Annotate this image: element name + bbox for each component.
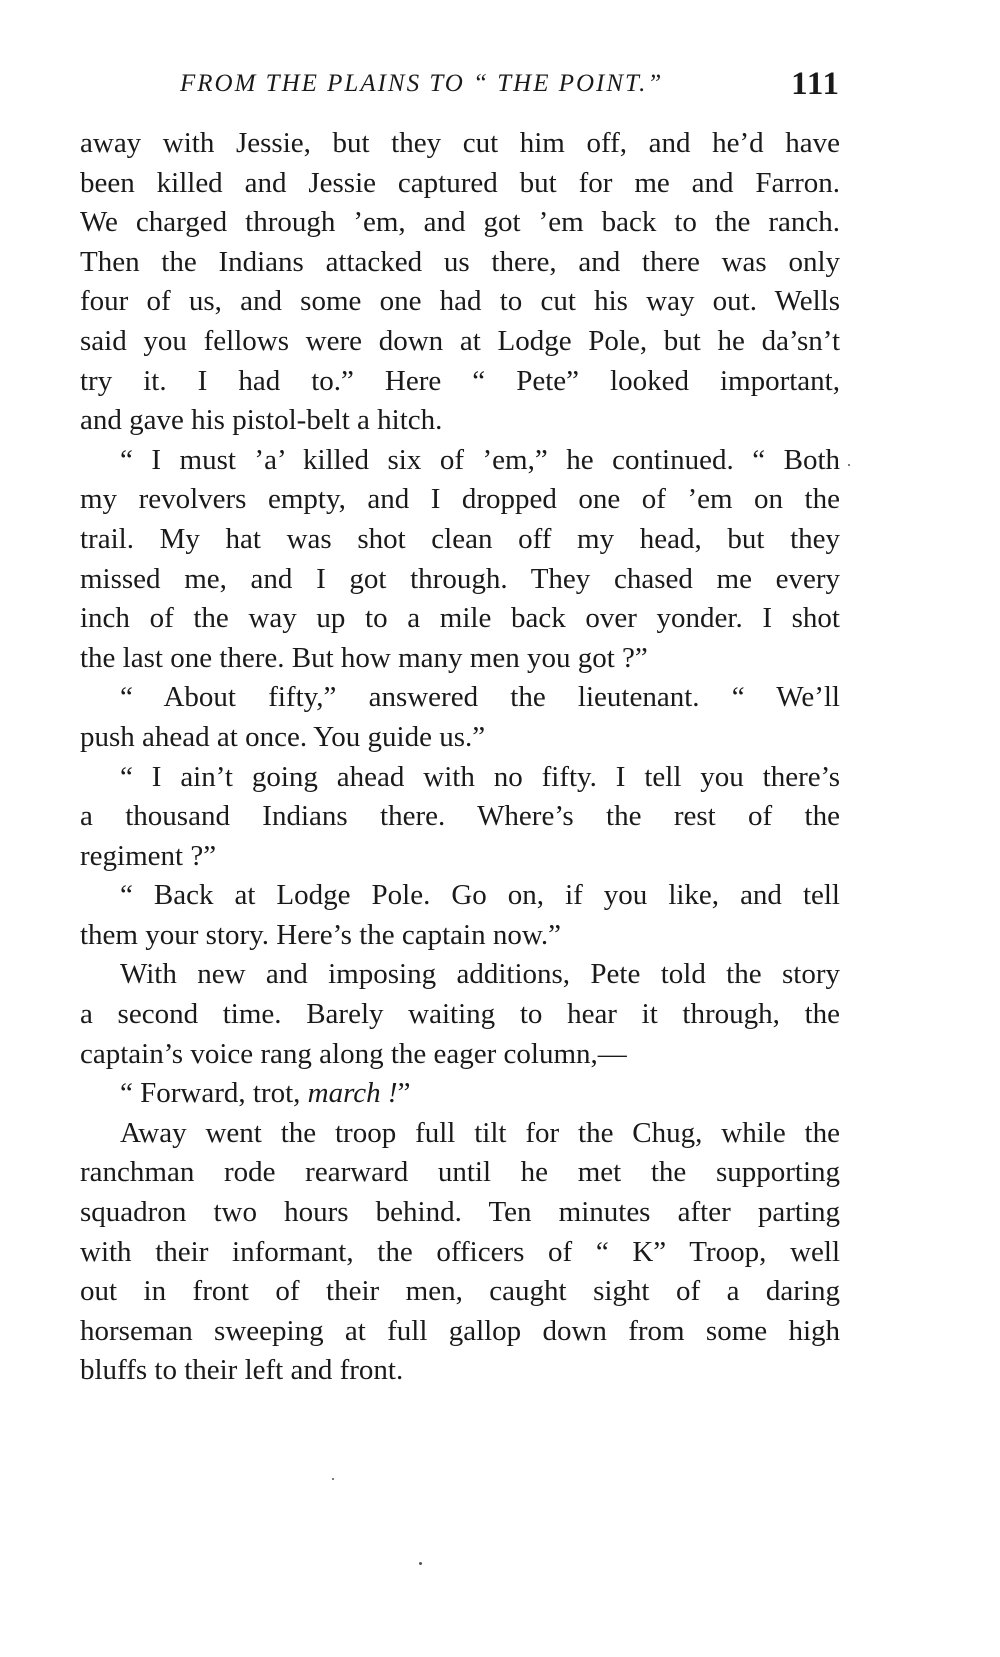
text-line: regiment ?” — [80, 839, 217, 872]
text-line: “ I ain’t going ahead with no fifty. I tell you there’s — [120, 760, 840, 793]
text-line: and gave his pistol-belt a hitch. — [80, 404, 443, 437]
text-line: Away went the troop full tilt for the Chug, while the — [120, 1116, 840, 1149]
text-line: try it. I had to.” Here “ Pete” looked important, — [80, 364, 840, 397]
text-line: out in front of their men, caught sight of a daring — [80, 1275, 840, 1308]
text-line: a thousand Indians there. Where’s the rest of the — [80, 800, 840, 833]
body-text — [80, 124, 840, 1391]
text-line: trail. My hat was shot clean off my head, but they — [80, 522, 840, 555]
text-line: We charged through ’em, and got ’em back to the ranch. — [80, 206, 840, 239]
text-line: bluffs to their left and front. — [80, 1354, 404, 1387]
running-title: FROM THE PLAINS TO “ THE POINT.” — [180, 70, 664, 97]
page-number: 111 — [791, 66, 840, 102]
text-line: Then the Indians attacked us there, and there was only — [80, 245, 840, 278]
running-head — [80, 66, 840, 110]
paper-speck — [848, 464, 850, 466]
text-line: With new and imposing additions, Pete told the story — [120, 958, 840, 991]
text-line: squadron two hours behind. Ten minutes after parting — [80, 1196, 840, 1229]
text-line: the last one there. But how many men you got ?” — [80, 641, 648, 674]
text-line: “ About fifty,” answered the lieutenant. “ We’ll — [120, 681, 840, 714]
text-line: captain’s voice rang along the eager column,— — [80, 1037, 627, 1070]
text-line: them your story. Here’s the captain now.” — [80, 918, 562, 951]
paper-speck — [419, 1562, 422, 1565]
text-line: with their informant, the officers of “ K” Troop, well — [80, 1235, 840, 1268]
text-line: missed me, and I got through. They chased me every — [80, 562, 840, 595]
paper-speck — [332, 1478, 334, 1480]
text-segment: ” — [397, 1077, 411, 1110]
text-segment: “ Forward, trot, — [120, 1077, 308, 1110]
text-line: inch of the way up to a mile back over yonder. I shot — [80, 602, 840, 635]
text-line: four of us, and some one had to cut his way out. Wells — [80, 285, 840, 318]
text-line: ranchman rode rearward until he met the supporting — [80, 1156, 840, 1189]
text-line — [80, 1074, 840, 1114]
text-line: a second time. Barely waiting to hear it through, the — [80, 998, 840, 1031]
text-line: “ Back at Lodge Pole. Go on, if you like, and tell — [120, 879, 840, 912]
text-line: away with Jessie, but they cut him off, and he’d have — [80, 127, 840, 159]
text-line: my revolvers empty, and I dropped one of ’em on the — [80, 483, 840, 516]
italic-text: march ! — [307, 1077, 398, 1110]
text-line: “ I must ’a’ killed six of ’em,” he continued. “ Both — [120, 443, 840, 476]
text-line: horseman sweeping at full gallop down from some high — [80, 1314, 840, 1347]
text-line: push ahead at once. You guide us.” — [80, 720, 486, 753]
text-line: said you fellows were down at Lodge Pole, but he da’sn’t — [80, 324, 840, 357]
text-line: been killed and Jessie captured but for me and Farron. — [80, 166, 840, 199]
